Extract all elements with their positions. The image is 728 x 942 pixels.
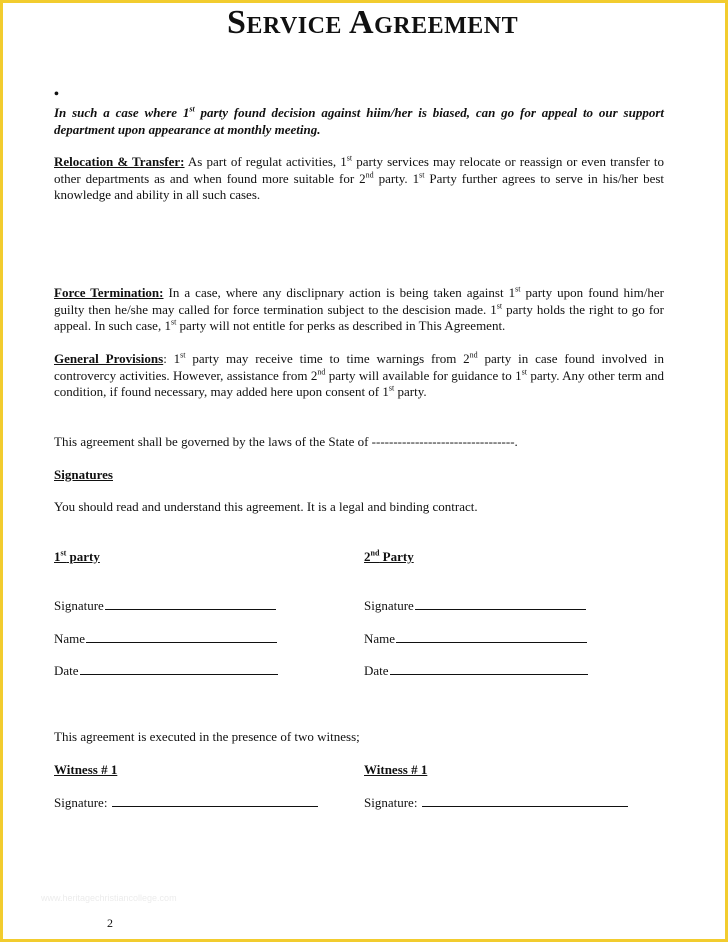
party1-signature-line[interactable]	[105, 608, 276, 610]
witness2-signature-line[interactable]	[422, 805, 628, 807]
general-provisions-text: : 1st party may receive time to time warnings from 2nd party in case found involved in controvercy activities. However, assistance from 2nd party will available for guidance to 1st party. Any other term and condition, if found necessary, may added here upon consent of 1st party.	[54, 350, 665, 399]
bullet-marker: •	[54, 87, 59, 102]
party1-name-field[interactable]	[54, 631, 277, 647]
signatures-heading: Signatures	[54, 467, 113, 482]
party2-heading: 2nd Party	[364, 548, 414, 564]
appeal-text: In such a case where 1st party found decision against hiim/her is biased, can go for appeal to our support department upon appearance at monthly meeting.	[54, 104, 664, 137]
witness-notice: This agreement is executed in the presence of two witness;	[54, 729, 360, 744]
party2-signature-line[interactable]	[415, 608, 586, 610]
watermark-text: www.heritagechristiancollege.com	[41, 893, 177, 903]
witness2-heading: Witness # 1	[364, 762, 428, 777]
party1-date-field[interactable]	[54, 663, 278, 679]
party2-name-label: Name	[364, 631, 396, 646]
party2-name-line[interactable]	[396, 641, 587, 643]
party2-date-line[interactable]	[390, 673, 588, 675]
party1-date-line[interactable]	[80, 673, 278, 675]
termination-paragraph	[54, 285, 664, 335]
termination-text: In a case, where any disclipnary action is being taken against 1st party upon found him/her guilty then he/she may called for force termination subject to the descision made. 1st party holds the right to go for appeal. In such case, 1st party will not entitle for perks as described in This Agreement.	[54, 284, 665, 333]
witness2-signature-label: Signature:	[364, 795, 418, 810]
relocation-text: As part of regulat activities, 1st party services may relocate or reassign or even transfer to other departments as and when found more suitable for 2nd party. 1st Party further agrees to serve in his/her best knowledge and ability in all such cases.	[54, 153, 665, 202]
witness1-signature-field[interactable]	[54, 795, 318, 811]
party2-name-field[interactable]	[364, 631, 587, 647]
party2-signature-field[interactable]	[364, 598, 586, 614]
general-provisions-heading: General Provisions	[54, 351, 164, 366]
party1-name-label: Name	[54, 631, 86, 646]
party2-date-label: Date	[364, 663, 389, 678]
witness2-signature-field[interactable]	[364, 795, 628, 811]
party1-name-line[interactable]	[86, 641, 277, 643]
witness1-heading: Witness # 1	[54, 762, 118, 777]
witness1-signature-line[interactable]	[112, 805, 318, 807]
relocation-paragraph	[54, 154, 664, 204]
party2-signature-label: Signature	[364, 598, 414, 613]
party1-signature-field[interactable]	[54, 598, 276, 614]
party1-heading: 1st party	[54, 548, 100, 564]
governing-law-text: This agreement shall be governed by the laws of the State of ---------------------------------.	[54, 434, 518, 449]
relocation-heading: Relocation & Transfer:	[54, 154, 185, 169]
party1-date-label: Date	[54, 663, 79, 678]
party2-date-field[interactable]	[364, 663, 588, 679]
read-notice: You should read and understand this agreement. It is a legal and binding contract.	[54, 499, 478, 514]
termination-heading: Force Termination:	[54, 285, 164, 300]
appeal-paragraph	[54, 105, 664, 138]
general-provisions-paragraph	[54, 351, 664, 401]
party1-signature-label: Signature	[54, 598, 104, 613]
page-number: 2	[107, 916, 113, 930]
document-title: Service Agreement	[227, 4, 519, 41]
witness1-signature-label: Signature:	[54, 795, 108, 810]
